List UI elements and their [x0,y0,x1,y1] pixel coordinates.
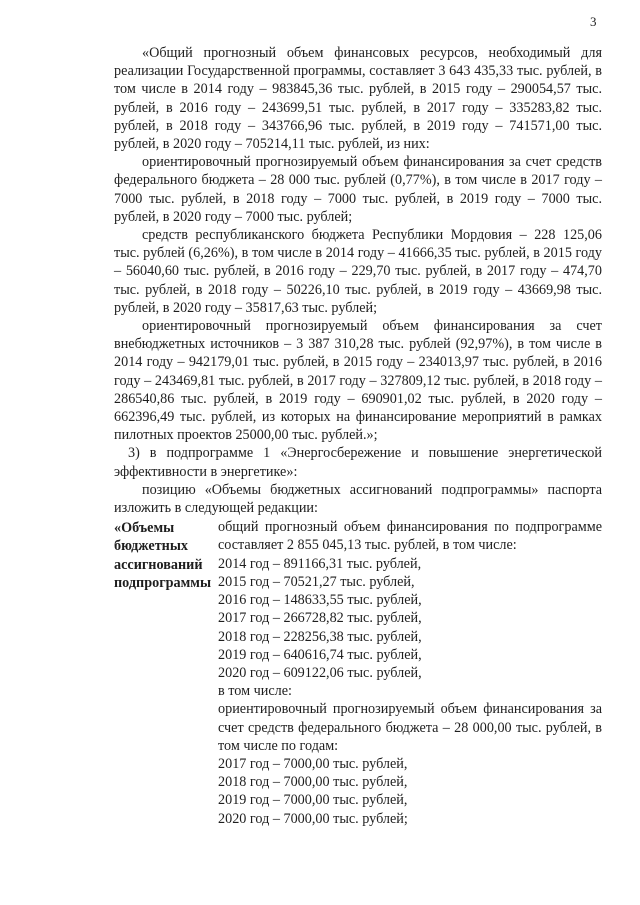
paragraph-federal-budget: ориентировочный прогнозируемый объем финансирования за счет средств федерального бюджета – 28 000 тыс. рублей (0,77%), в том числе в 2017 году – 7000 тыс. рублей, в 2018 году – 7000 тыс. рублей, в 2019 году – 7000 тыс. рублей, в 2020 году – 7000 тыс. рублей; [114,154,602,225]
passport-federal-year-line: 2017 год – 7000,00 тыс. рублей, [218,755,408,772]
passport-table [114,518,602,827]
passport-year-line: 2014 год – 891166,31 тыс. рублей, [218,555,422,572]
paragraph-passport-position: позицию «Объемы бюджетных ассигнований подпрограммы» паспорта изложить в следующей редакции: [114,481,602,517]
page-number: 3 [590,14,597,29]
passport-federal-year-line: 2018 год – 7000,00 тыс. рублей, [218,774,408,791]
paragraph-subprogram-1: 3) в подпрограмме 1 «Энергосбережение и повышение энергетической эффективности в энергетике»: [114,445,602,480]
passport-label: «Объемы бюджетных ассигнований подпрограммы [114,520,212,591]
passport-including: в том числе: [218,683,292,700]
passport-federal-year-line: 2019 год – 7000,00 тыс. рублей, [218,792,408,809]
passport-federal-year-line: 2020 год – 7000,00 тыс. рублей; [218,810,408,827]
passport-year-line: 2019 год – 640616,74 тыс. рублей, [218,646,422,663]
passport-federal-intro: ориентировочный прогнозируемый объем финансирования за счет средств федерального бюджета – 28 000,00 тыс. рублей, в том числе по годам: [218,701,602,754]
passport-year-line: 2015 год – 70521,27 тыс. рублей, [218,573,415,590]
paragraph-total-financing: «Общий прогнозный объем финансовых ресурсов, необходимый для реализации Государственной программы, составляет 3 643 435,33 тыс. рублей, в том числе в 2014 году – 983845,36 тыс. рублей, в 2015 году – 290054,57 тыс. рублей, в 2016 году – 243699,51 тыс. рублей, в 2017 году – 335283,82 тыс. рублей, в 2018 году – 343766,96 тыс. рублей, в 2019 году – 741571,00 тыс. рублей, в 2020 году – 705214,11 тыс. рублей, из них: [114,45,602,153]
paragraph-republican-budget: средств республиканского бюджета Республики Мордовия – 228 125,06 тыс. рублей (6,26%), в том числе в 2014 году – 41666,35 тыс. рублей, в 2015 году – 56040,60 тыс. рублей, в 2016 году – 229,70 тыс. рублей, в 2017 году – 474,70 тыс. рублей, в 2018 году – 50226,10 тыс. рублей, в 2019 году – 43669,98 тыс. рублей, в 2020 году – 35817,63 тыс. рублей; [114,227,602,316]
passport-values [218,518,602,827]
document-body [114,44,602,828]
paragraph-extrabudgetary: ориентировочный прогнозируемый объем финансирования за счет внебюджетных источников – 3 387 310,28 тыс. рублей (92,97%), в том числе в 2014 году – 942179,01 тыс. рублей, в 2015 году – 234013,97 тыс. рублей, в 2016 году – 243469,81 тыс. рублей, в 2017 году – 327809,12 тыс. рублей, в 2018 году – 286540,86 тыс. рублей, в 2019 году – 690901,02 тыс. рублей, в 2020 году – 662396,49 тыс. рублей, из которых на финансирование мероприятий в рамках пилотных проектов 25000,00 тыс. рублей.»; [114,318,602,444]
passport-intro: общий прогнозный объем финансирования по подпрограмме составляет 2 855 045,13 тыс. рублей, в том числе: [218,519,602,554]
passport-year-line: 2017 год – 266728,82 тыс. рублей, [218,610,422,627]
passport-year-line: 2016 год – 148633,55 тыс. рублей, [218,592,422,609]
passport-year-line: 2020 год – 609122,06 тыс. рублей, [218,664,422,681]
passport-year-line: 2018 год – 228256,38 тыс. рублей, [218,628,422,645]
